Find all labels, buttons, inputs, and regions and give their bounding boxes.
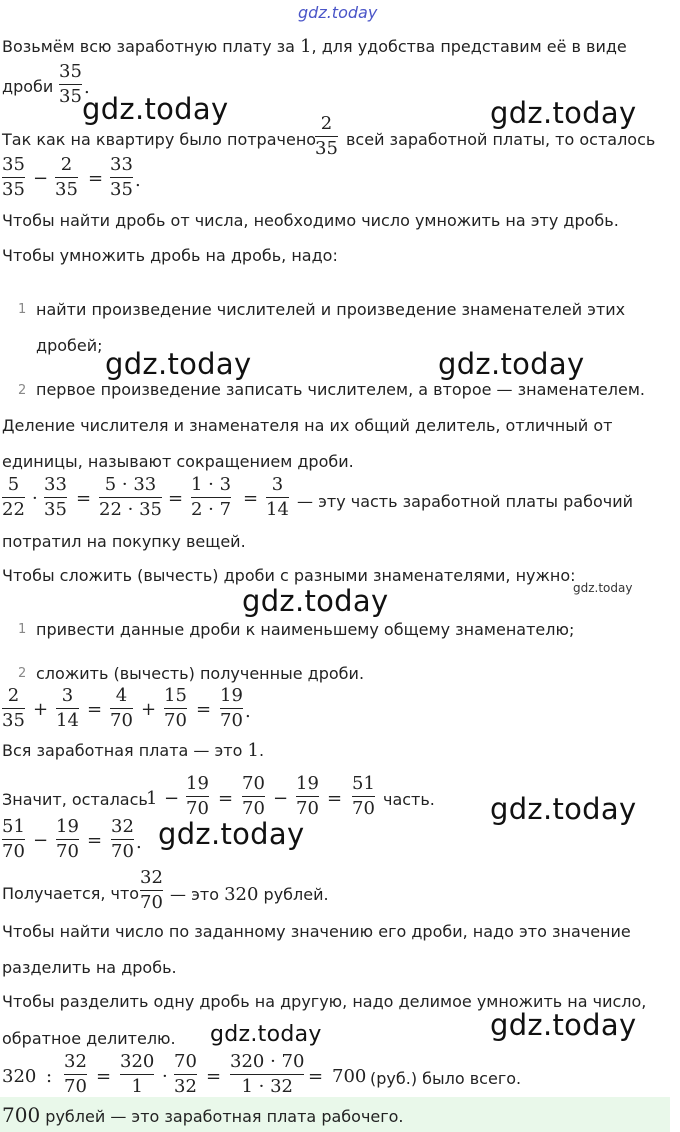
fraction [2,817,25,862]
text: дроби [2,77,54,96]
numerator: 70 [174,1051,197,1072]
operator: + [141,699,157,720]
paragraph [2,36,627,57]
list-item: сложить (вычесть) полученные дроби. [36,664,365,683]
fraction [2,686,25,731]
operator: = [243,488,259,509]
numerator: 51 [2,816,25,837]
numerator: 19 [186,773,209,794]
numerator: 5 · 33 [104,474,157,495]
list-item: первое произведение записать числителем, а второе — знаменателем. [36,380,645,399]
denominator: 35 [110,179,133,200]
math: 700 [332,1066,367,1087]
denominator: 35 [2,710,25,731]
operator: = [87,699,103,720]
fraction [111,817,134,862]
watermark: gdz.today [490,1008,637,1042]
denominator: 35 [59,86,82,107]
denominator: 70 [2,841,25,862]
denominator: 70 [352,798,375,819]
watermark: gdz.today [105,347,252,381]
punct: . [245,701,251,722]
fraction [56,686,79,731]
punct: . [258,741,265,760]
fraction [230,1052,304,1097]
denominator: 32 [174,1076,197,1097]
text: потратил на покупку вещей. [2,532,246,551]
paragraph: Чтобы сложить (вычесть) дроби с разными знаменателями, нужно: [2,566,576,585]
fraction [266,475,289,520]
denominator: 2 · 7 [191,499,232,520]
operator: = [206,1066,222,1087]
paragraph [2,740,264,761]
numerator: 2 [7,685,20,706]
numerator: 51 [352,773,375,794]
denominator: 70 [140,892,163,913]
text: всей заработной платы, то осталось [346,130,656,149]
paragraph: Чтобы найти дробь от числа, необходимо число умножить на эту дробь. [2,211,619,230]
numerator: 33 [44,474,67,495]
text: Вся заработная плата — это [2,741,248,760]
denominator: 35 [44,499,67,520]
fraction [140,868,163,913]
operator: = [87,830,103,851]
denominator: 35 [55,179,78,200]
list-item: дробей; [36,336,103,355]
numerator: 15 [164,685,187,706]
numerator: 19 [220,685,243,706]
denominator: 70 [110,710,133,731]
fraction [99,475,162,520]
fraction [110,155,133,200]
numerator: 320 · 70 [230,1051,305,1072]
fraction [164,686,187,731]
numerator: 1 · 3 [191,474,232,495]
numerator: 32 [140,867,163,888]
numerator: 33 [110,154,133,175]
fraction [191,475,231,520]
operator: − [33,168,49,189]
operator: : [46,1066,53,1087]
text: , для удобства представим её в виде [311,37,627,56]
paragraph: Чтобы умножить дробь на дробь, надо: [2,246,338,265]
fraction [2,155,25,200]
fraction [220,686,243,731]
paragraph [170,884,329,905]
operator: = [96,1066,112,1087]
denominator: 1 [131,1076,143,1097]
numerator: 19 [296,773,319,794]
denominator: 1 · 32 [241,1076,293,1097]
numerator: 2 [320,113,333,134]
denominator: 14 [56,710,79,731]
numerator: 4 [115,685,128,706]
fraction [120,1052,154,1097]
operator: = [168,488,184,509]
fraction [110,686,133,731]
text: часть. [383,790,435,809]
fraction [242,774,265,819]
text: рублей — это заработная плата рабочего. [45,1107,404,1126]
denominator: 70 [220,710,243,731]
denominator: 70 [64,1076,87,1097]
denominator: 14 [266,499,289,520]
operator: − [273,788,289,809]
operator: = [76,488,92,509]
denominator: 70 [186,798,209,819]
list-number: 2 [18,666,27,681]
watermark-small: gdz.today [573,581,633,595]
text: Значит, осталась [2,790,148,809]
math: 1 [300,36,312,57]
fraction [55,155,78,200]
fraction [296,774,319,819]
text: — это [170,885,219,904]
denominator: 70 [242,798,265,819]
paragraph: Чтобы разделить одну дробь на другую, надо делимое умножить на число, [2,992,647,1011]
numerator: 320 [120,1051,155,1072]
fraction [352,774,375,819]
fraction [59,62,82,107]
punct: . [135,170,141,191]
numerator: 70 [242,773,265,794]
text: Возьмём всю заработную плату за [2,37,301,56]
fraction [2,475,25,520]
punct: . [136,832,142,853]
watermark: gdz.today [490,96,637,130]
numerator: 19 [56,816,79,837]
watermark: gdz.today [490,792,637,826]
watermark: gdz.today [210,1022,322,1047]
denominator: 22 · 35 [99,499,162,520]
math: 320 [2,1066,37,1087]
operator: · [32,488,38,509]
operator: − [164,788,180,809]
operator: = [196,699,212,720]
paragraph: единицы, называют сокращением дроби. [2,452,354,471]
text: — эту часть заработной платы рабочий [297,492,634,511]
operator: · [162,1066,168,1087]
math: 320 [224,884,259,905]
math: 700 [2,1103,41,1127]
paragraph: разделить на дробь. [2,958,177,977]
fraction [174,1052,197,1097]
paragraph: Чтобы найти число по заданному значению его дроби, надо это значение [2,922,631,941]
operator: = [218,788,234,809]
operator: + [33,699,49,720]
punct: . [84,77,90,98]
watermark: gdz.today [242,584,389,618]
numerator: 32 [64,1051,87,1072]
operator: = [308,1066,324,1087]
numerator: 32 [111,816,134,837]
result-text [2,1103,404,1127]
fraction [315,114,338,159]
math: 1 [146,788,158,809]
denominator: 35 [315,138,338,159]
fraction [64,1052,87,1097]
numerator: 35 [59,61,82,82]
denominator: 70 [56,841,79,862]
watermark: gdz.today [158,817,305,851]
watermark: gdz.today [82,92,229,126]
watermark: gdz.today [438,347,585,381]
text: Получается, что [2,884,140,903]
numerator: 35 [2,154,25,175]
denominator: 70 [111,841,134,862]
denominator: 22 [2,499,25,520]
operator: − [33,830,49,851]
denominator: 35 [2,179,25,200]
list-number: 1 [18,302,27,317]
paragraph: обратное делителю. [2,1029,176,1048]
text: рублей. [263,885,329,904]
numerator: 2 [60,154,73,175]
denominator: 70 [164,710,187,731]
math: 1 [247,740,259,761]
numerator: 3 [61,685,74,706]
text: (руб.) было всего. [370,1069,522,1088]
list-number: 1 [18,622,27,637]
numerator: 3 [271,474,284,495]
denominator: 70 [296,798,319,819]
fraction [44,475,67,520]
list-item: привести данные дроби к наименьшему общему знаменателю; [36,620,575,639]
watermark-top: gdz.today [298,3,378,22]
fraction [56,817,79,862]
operator: = [88,168,104,189]
text: Так как на квартиру было потрачено [2,130,317,149]
numerator: 5 [7,474,20,495]
paragraph: Деление числителя и знаменателя на их общий делитель, отличный от [2,416,613,435]
list-item: найти произведение числителей и произведение знаменателей этих [36,300,626,319]
list-number: 2 [18,383,27,398]
operator: = [327,788,343,809]
fraction [186,774,209,819]
